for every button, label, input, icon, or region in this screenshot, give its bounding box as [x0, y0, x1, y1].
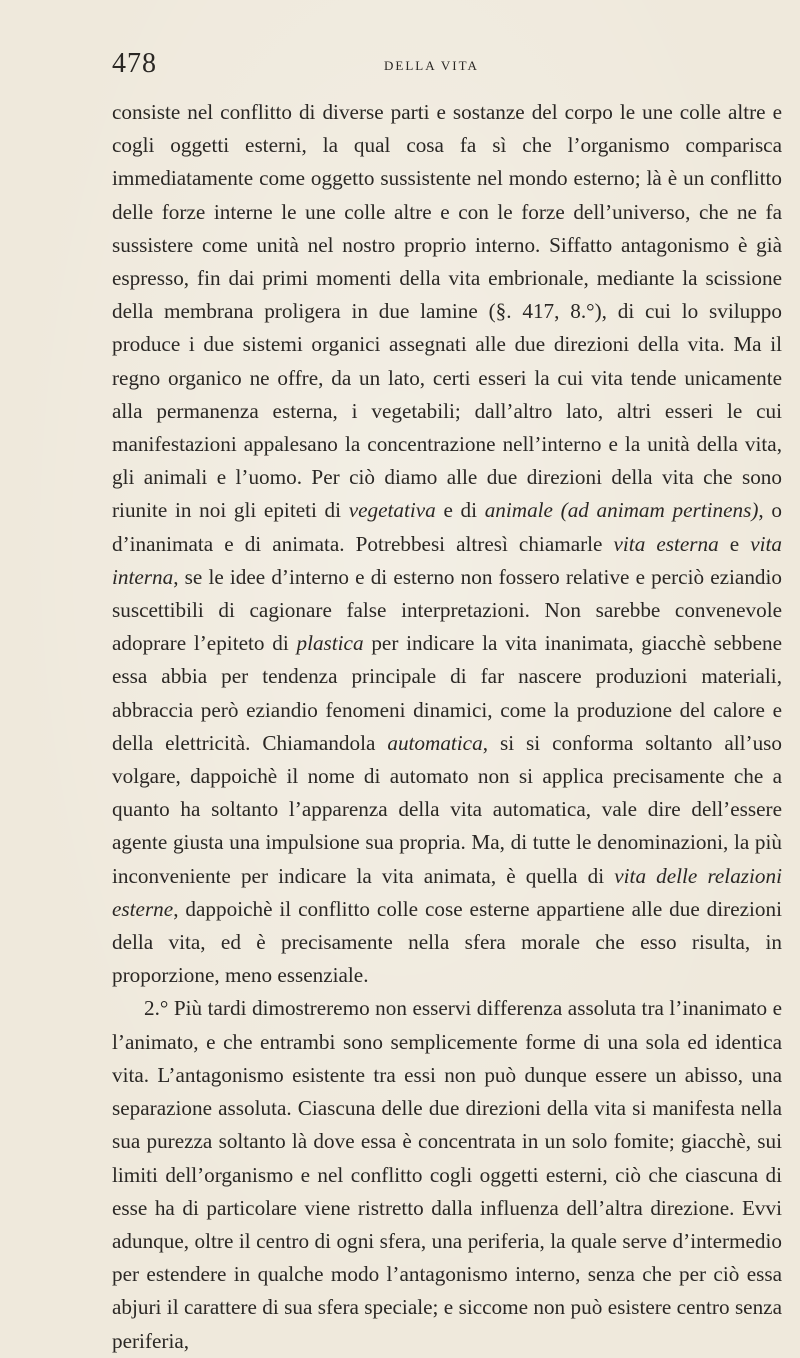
text-segment: consiste nel conflitto di diverse parti e sostanze del corpo le une colle altre e cogli oggetti esterni, la qual cosa fa sì che l’organismo comparisca immediatamente come oggetto sussistente nel mondo esterno; là è un conflitto delle forze interne le une colle altre e con le forze dell’universo, che ne fa sussistere come unità nel nostro proprio interno. Siffatto antagonismo è già espresso, fin dai primi momenti della vita embrionale, mediante la scissione della membrana proligera in due lamine (§. 417, 8.°), di cui lo sviluppo produce i due sistemi organici assegnati alle due direzioni della vita. Ma il regno organico ne offre, da un lato, certi esseri la cui vita tende unicamente alla permanenza esterna, i vegetabili; dall’altro lato, altri esseri le cui manifestazioni appalesano la concentrazione nell’interno e la unità della vita, gli animali e l’uomo. Per ciò diamo alle due direzioni della vita che sono riunite in noi gli epiteti di	[112, 100, 782, 523]
text-segment: 2.° Più tardi dimostreremo non esservi differenza assoluta tra l’inanimato e l’animato, e che entrambi sono semplicemente forme di una sola ed identica vita. L’antagonismo esistente tra essi non può dunque essere un abisso, una separazione assoluta. Ciascuna delle due direzioni della vita si manifesta nella sua purezza soltanto là dove essa è concentrata in un solo fomite; giacchè, sui limiti dell’organismo e nel conflitto cogli oggetti esterni, ciò che ciascuna di esse ha di particolare viene ristretto dalla influenza dell’altra direzione. Evvi adunque, oltre il centro di ogni sfera, una periferia, la quale serve d’intermedio per estendere in qualche modo l’antagonismo interno, senza che per ciò essa abjuri il carattere di sua sfera speciale; e siccome non può esistere centro senza periferia,	[112, 996, 782, 1353]
text-segment: e	[718, 531, 751, 556]
text-segment: per indicare la vita inanimata, giacchè sebbene essa abbia per tendenza principale di far nascere produzioni materiali, abbraccia però eziandio fenomeni dinamici, come la produzione del calore e della elettricità. Chiamandola	[112, 631, 782, 755]
page-header	[112, 48, 740, 88]
text-segment: , o d’inanimata e di animata. Potrebbesi altresì chiamarle	[112, 498, 782, 556]
italic-term-vita-interna: vita interna	[112, 531, 783, 589]
page-number: 478	[112, 48, 157, 79]
running-head: DELLA VITA	[384, 58, 479, 73]
italic-term-vita-relazioni: vita delle relazioni esterne	[112, 863, 782, 921]
text-segment: , dappoichè il conflitto colle cose esterne appartiene alle due direzioni della vita, ed è precisamente nella sfera morale che esso risulta, in proporzione, meno essenziale.	[112, 896, 782, 988]
paragraph-1	[112, 96, 782, 992]
italic-term-automatica: automatica	[387, 730, 483, 755]
italic-term-animale: animale (ad animam pertinens)	[484, 498, 759, 523]
italic-term-plastica: plastica	[296, 631, 364, 656]
text-segment: , si si conforma soltanto all’uso volgare, dappoichè il nome di automato non si applica precisamente che a quanto ha soltanto l’apparenza della vita automatica, vale dire dell’essere agente giusta una impulsione sua propria. Ma, di tutte le denominazioni, la più inconveniente per indicare la vita animata, è quella di	[112, 730, 783, 888]
text-segment: e di	[435, 498, 485, 523]
paragraph-2	[112, 992, 782, 1357]
text-segment: , se le idee d’interno e di esterno non fossero relative e perciò eziandio suscettibili di cagionare false interpretazioni. Non sarebbe convenevole adoprare l’epiteto di	[112, 564, 782, 656]
body-text	[112, 96, 782, 1358]
italic-term-vegetativa: vegetativa	[348, 498, 436, 523]
italic-term-vita-esterna: vita esterna	[613, 531, 719, 556]
